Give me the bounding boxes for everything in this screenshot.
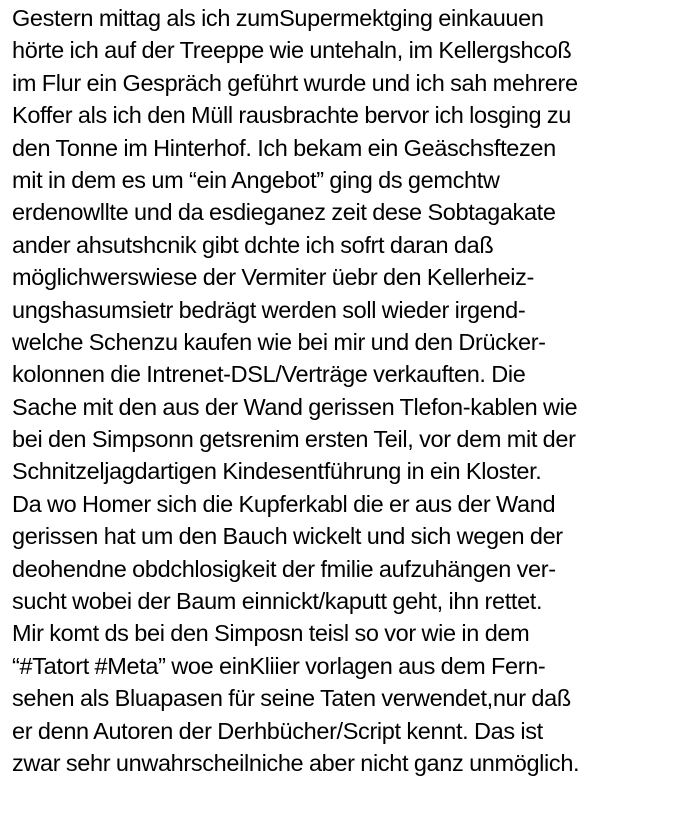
text-line: sucht wobei der Baum einnickt/kaputt geht, ihn rettet. xyxy=(12,588,543,615)
text-line: Schnitzeljagdartigen Kindesentführung in ein Kloster. xyxy=(12,458,542,485)
text-line: mit in dem es um “ein Angebot” ging ds gemchtw xyxy=(12,166,500,193)
text-line: Gestern mittag als ich zumSupermektging einkauuen xyxy=(12,5,544,31)
text-line: kolonnen die Intrenet-DSL/Verträge verkauften. Die xyxy=(12,361,526,388)
text-line: erdenowllte und da esdieganez zeit dese Sobtagakate xyxy=(12,199,556,226)
text-line: im Flur ein Gespräch geführt wurde und ich sah mehrere xyxy=(12,69,578,96)
document-text xyxy=(12,2,682,779)
text-line: welche Schenzu kaufen wie bei mir und den Drücker- xyxy=(12,328,546,355)
text-line: Mir komt ds bei den Simposn teisl so vor wie in dem xyxy=(12,620,530,647)
text-line: Sache mit den aus der Wand gerissen Tlefon-kablen wie xyxy=(12,393,578,420)
text-line: Da wo Homer sich die Kupferkabl die er aus der Wand xyxy=(12,490,556,517)
text-line: gerissen hat um den Bauch wickelt und sich wegen der xyxy=(12,523,563,550)
text-line: bei den Simpsonn getsrenim ersten Teil, vor dem mit der xyxy=(12,426,576,453)
text-line: sehen als Bluapasen für seine Taten verwendet,nur daß xyxy=(12,685,571,712)
text-line: ander ahsutshcnik gibt dchte ich sofrt daran daß xyxy=(12,231,494,258)
text-line: Koffer als ich den Müll rausbrachte bervor ich losging zu xyxy=(12,102,571,129)
text-line: den Tonne im Hinterhof. Ich bekam ein Geäschsftezen xyxy=(12,134,556,161)
text-line: ungshasumsietr bedrägt werden soll wieder irgend- xyxy=(12,296,526,323)
text-line: deohendne obdchlosigkeit der fmilie aufzuhängen ver- xyxy=(12,555,556,582)
text-line: hörte ich auf der Treeppe wie untehaln, im Kellergshcoß xyxy=(12,37,572,64)
text-line: zwar sehr unwahrscheilniche aber nicht ganz unmöglich. xyxy=(12,749,580,776)
text-line: er denn Autoren der Derhbücher/Script kennt. Das ist xyxy=(12,717,543,744)
text-line: möglichwerswiese der Vermiter üebr den Kellerheiz- xyxy=(12,264,535,291)
text-line: “#Tatort #Meta” woe einKliier vorlagen aus dem Fern- xyxy=(12,652,546,679)
